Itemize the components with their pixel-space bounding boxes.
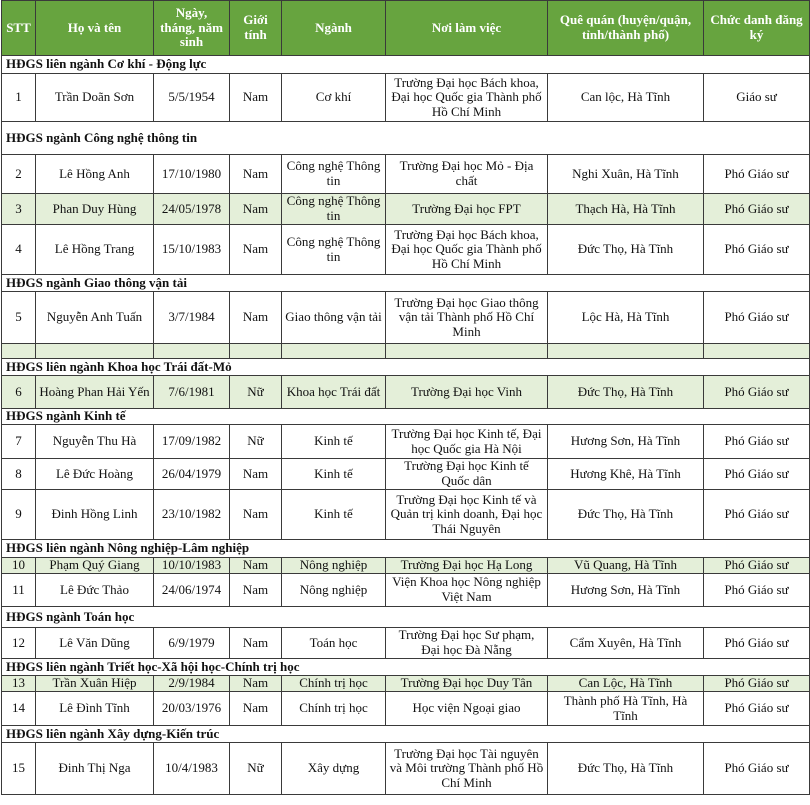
cell-name: Lê Đức Hoàng <box>36 459 154 490</box>
cell-stt: 2 <box>2 155 36 194</box>
section-row <box>2 540 810 558</box>
cell-hometown: Can lộc, Hà Tĩnh <box>548 74 704 122</box>
cell-sex: Nam <box>230 155 282 194</box>
cell-stt: 7 <box>2 425 36 459</box>
cell-title: Phó Giáo sư <box>704 574 810 607</box>
table-row <box>2 74 810 122</box>
cell-hometown: Thạch Hà, Hà Tĩnh <box>548 194 704 225</box>
cell-dob: 5/5/1954 <box>154 74 230 122</box>
header-row <box>2 1 810 56</box>
cell-stt: 5 <box>2 292 36 344</box>
cell-title: Phó Giáo sư <box>704 292 810 344</box>
cell-title: Phó Giáo sư <box>704 676 810 692</box>
cell-sex: Nam <box>230 676 282 692</box>
table-row <box>2 676 810 692</box>
cell-stt: 11 <box>2 574 36 607</box>
table-row <box>2 743 810 795</box>
section-label: HĐGS liên ngành Xây dựng-Kiến trúc <box>2 726 810 743</box>
cell-dob: 3/7/1984 <box>154 292 230 344</box>
table-row <box>2 155 810 194</box>
cell-field: Khoa học Trái đất <box>282 376 386 409</box>
table-row <box>2 292 810 344</box>
section-row <box>2 726 810 743</box>
cell-hometown: Thành phố Hà Tĩnh, Hà Tĩnh <box>548 692 704 726</box>
section-row <box>2 409 810 425</box>
section-label: HĐGS ngành Kinh tế <box>2 409 810 425</box>
table-row <box>2 558 810 574</box>
section-label: HĐGS liên ngành Nông nghiệp-Lâm nghiệp <box>2 540 810 558</box>
cell-sex: Nam <box>230 74 282 122</box>
cell-hometown: Đức Thọ, Hà Tĩnh <box>548 743 704 795</box>
cell-name: Lê Văn Dũng <box>36 628 154 659</box>
table-row <box>2 692 810 726</box>
header-hometown: Quê quán (huyện/quận, tỉnh/thành phố) <box>548 1 704 56</box>
cell-workplace: Trường Đại học Kinh tế và Quản trị kinh doanh, Đại học Thái Nguyên <box>386 490 548 540</box>
cell-sex: Nữ <box>230 743 282 795</box>
section-row <box>2 56 810 74</box>
cell-workplace: Trường Đại học Duy Tân <box>386 676 548 692</box>
table-row <box>2 628 810 659</box>
table-row <box>2 194 810 225</box>
cell-sex: Nam <box>230 194 282 225</box>
cell-name: Trần Xuân Hiệp <box>36 676 154 692</box>
section-row <box>2 122 810 155</box>
cell-workplace: Trường Đại học Giao thông vận tải Thành phố Hồ Chí Minh <box>386 292 548 344</box>
cell-dob: 17/09/1982 <box>154 425 230 459</box>
table-row <box>2 490 810 540</box>
cell-stt: 3 <box>2 194 36 225</box>
cell-workplace: Trường Đại học Kinh tế, Đại học Quốc gia Hà Nội <box>386 425 548 459</box>
header-title: Chức danh đăng ký <box>704 1 810 56</box>
cell-hometown: Hương Sơn, Hà Tĩnh <box>548 574 704 607</box>
cell-workplace: Viện Khoa học Nông nghiệp Việt Nam <box>386 574 548 607</box>
section-label: HĐGS ngành Toán học <box>2 607 810 628</box>
cell-name: Hoàng Phan Hải Yến <box>36 376 154 409</box>
section-row <box>2 275 810 292</box>
cell-field: Công nghệ Thông tin <box>282 155 386 194</box>
table-row <box>2 225 810 275</box>
cell-workplace: Trường Đại học Bách khoa, Đại học Quốc gia Thành phố Hồ Chí Minh <box>386 225 548 275</box>
section-label: HĐGS liên ngành Triết học-Xã hội học-Chính trị học <box>2 659 810 676</box>
cell-field: Kinh tế <box>282 459 386 490</box>
cell-workplace: Trường Đại học Bách khoa, Đại học Quốc gia Thành phố Hồ Chí Minh <box>386 74 548 122</box>
section-label: HĐGS ngành Công nghệ thông tin <box>2 122 810 155</box>
cell-hometown: Đức Thọ, Hà Tĩnh <box>548 376 704 409</box>
cell-sex: Nam <box>230 692 282 726</box>
cell-stt: 8 <box>2 459 36 490</box>
cell-title: Phó Giáo sư <box>704 225 810 275</box>
cell-field: Cơ khí <box>282 74 386 122</box>
cell-name: Lê Hồng Anh <box>36 155 154 194</box>
empty-cell <box>704 344 810 359</box>
cell-hometown: Lộc Hà, Hà Tĩnh <box>548 292 704 344</box>
cell-workplace: Trường Đại học Hạ Long <box>386 558 548 574</box>
cell-name: Trần Doãn Sơn <box>36 74 154 122</box>
cell-dob: 23/10/1982 <box>154 490 230 540</box>
cell-title: Phó Giáo sư <box>704 490 810 540</box>
cell-field: Giao thông vận tải <box>282 292 386 344</box>
header-dob: Ngày, tháng, năm sinh <box>154 1 230 56</box>
cell-workplace: Học viện Ngoại giao <box>386 692 548 726</box>
cell-dob: 24/06/1974 <box>154 574 230 607</box>
cell-dob: 26/04/1979 <box>154 459 230 490</box>
cell-stt: 14 <box>2 692 36 726</box>
cell-field: Nông nghiệp <box>282 558 386 574</box>
cell-field: Chính trị học <box>282 692 386 726</box>
cell-name: Nguyễn Thu Hà <box>36 425 154 459</box>
cell-stt: 6 <box>2 376 36 409</box>
empty-cell <box>230 344 282 359</box>
empty-cell <box>282 344 386 359</box>
cell-hometown: Nghi Xuân, Hà Tĩnh <box>548 155 704 194</box>
cell-sex: Nam <box>230 225 282 275</box>
cell-hometown: Can Lộc, Hà Tĩnh <box>548 676 704 692</box>
cell-dob: 2/9/1984 <box>154 676 230 692</box>
section-row <box>2 359 810 376</box>
cell-title: Phó Giáo sư <box>704 459 810 490</box>
empty-cell <box>548 344 704 359</box>
cell-hometown: Vũ Quang, Hà Tĩnh <box>548 558 704 574</box>
cell-workplace: Trường Đại học Mỏ - Địa chất <box>386 155 548 194</box>
cell-stt: 15 <box>2 743 36 795</box>
table-body <box>2 56 810 795</box>
cell-title: Phó Giáo sư <box>704 628 810 659</box>
header-field: Ngành <box>282 1 386 56</box>
candidates-table <box>1 0 810 795</box>
cell-hometown: Đức Thọ, Hà Tĩnh <box>548 225 704 275</box>
cell-sex: Nam <box>230 292 282 344</box>
cell-name: Đinh Hồng Linh <box>36 490 154 540</box>
cell-stt: 9 <box>2 490 36 540</box>
cell-sex: Nam <box>230 628 282 659</box>
cell-field: Chính trị học <box>282 676 386 692</box>
cell-dob: 10/4/1983 <box>154 743 230 795</box>
cell-workplace: Trường Đại học Vinh <box>386 376 548 409</box>
table-row <box>2 459 810 490</box>
empty-cell <box>2 344 36 359</box>
cell-sex: Nam <box>230 490 282 540</box>
cell-sex: Nữ <box>230 376 282 409</box>
section-row <box>2 659 810 676</box>
cell-dob: 15/10/1983 <box>154 225 230 275</box>
table-row <box>2 376 810 409</box>
cell-name: Lê Đức Thảo <box>36 574 154 607</box>
cell-name: Phan Duy Hùng <box>36 194 154 225</box>
cell-hometown: Hương Khê, Hà Tĩnh <box>548 459 704 490</box>
cell-hometown: Đức Thọ, Hà Tĩnh <box>548 490 704 540</box>
cell-name: Phạm Quý Giang <box>36 558 154 574</box>
header-workplace: Nơi làm việc <box>386 1 548 56</box>
empty-row <box>2 344 810 359</box>
cell-title: Phó Giáo sư <box>704 743 810 795</box>
cell-field: Công nghệ Thông tin <box>282 225 386 275</box>
header-name: Họ và tên <box>36 1 154 56</box>
cell-sex: Nam <box>230 459 282 490</box>
cell-title: Phó Giáo sư <box>704 155 810 194</box>
cell-title: Phó Giáo sư <box>704 194 810 225</box>
cell-sex: Nam <box>230 558 282 574</box>
header-stt: STT <box>2 1 36 56</box>
cell-title: Phó Giáo sư <box>704 425 810 459</box>
cell-title: Phó Giáo sư <box>704 558 810 574</box>
cell-dob: 24/05/1978 <box>154 194 230 225</box>
table-row <box>2 574 810 607</box>
cell-dob: 10/10/1983 <box>154 558 230 574</box>
empty-cell <box>36 344 154 359</box>
cell-title: Phó Giáo sư <box>704 376 810 409</box>
cell-dob: 20/03/1976 <box>154 692 230 726</box>
cell-stt: 4 <box>2 225 36 275</box>
cell-workplace: Trường Đại học Sư phạm, Đại học Đà Nẵng <box>386 628 548 659</box>
cell-field: Xây dựng <box>282 743 386 795</box>
cell-field: Công nghệ Thông tin <box>282 194 386 225</box>
cell-field: Kinh tế <box>282 490 386 540</box>
cell-stt: 12 <box>2 628 36 659</box>
cell-name: Đinh Thị Nga <box>36 743 154 795</box>
cell-stt: 1 <box>2 74 36 122</box>
cell-name: Lê Hồng Trang <box>36 225 154 275</box>
section-label: HĐGS ngành Giao thông vận tải <box>2 275 810 292</box>
cell-title: Giáo sư <box>704 74 810 122</box>
header-sex: Giới tính <box>230 1 282 56</box>
cell-sex: Nữ <box>230 425 282 459</box>
cell-field: Toán học <box>282 628 386 659</box>
cell-sex: Nam <box>230 574 282 607</box>
cell-stt: 13 <box>2 676 36 692</box>
cell-workplace: Trường Đại học FPT <box>386 194 548 225</box>
cell-title: Phó Giáo sư <box>704 692 810 726</box>
cell-stt: 10 <box>2 558 36 574</box>
cell-field: Kinh tế <box>282 425 386 459</box>
section-label: HĐGS liên ngành Khoa học Trái đất-Mỏ <box>2 359 810 376</box>
section-row <box>2 607 810 628</box>
cell-hometown: Cẩm Xuyên, Hà Tĩnh <box>548 628 704 659</box>
empty-cell <box>154 344 230 359</box>
cell-hometown: Hương Sơn, Hà Tĩnh <box>548 425 704 459</box>
table-row <box>2 425 810 459</box>
cell-workplace: Trường Đại học Kinh tế Quốc dân <box>386 459 548 490</box>
empty-cell <box>386 344 548 359</box>
cell-workplace: Trường Đại học Tài nguyên và Môi trường Thành phố Hồ Chí Minh <box>386 743 548 795</box>
section-label: HĐGS liên ngành Cơ khí - Động lực <box>2 56 810 74</box>
cell-name: Lê Đình Tĩnh <box>36 692 154 726</box>
cell-dob: 17/10/1980 <box>154 155 230 194</box>
cell-dob: 6/9/1979 <box>154 628 230 659</box>
cell-dob: 7/6/1981 <box>154 376 230 409</box>
cell-field: Nông nghiệp <box>282 574 386 607</box>
cell-name: Nguyễn Anh Tuấn <box>36 292 154 344</box>
